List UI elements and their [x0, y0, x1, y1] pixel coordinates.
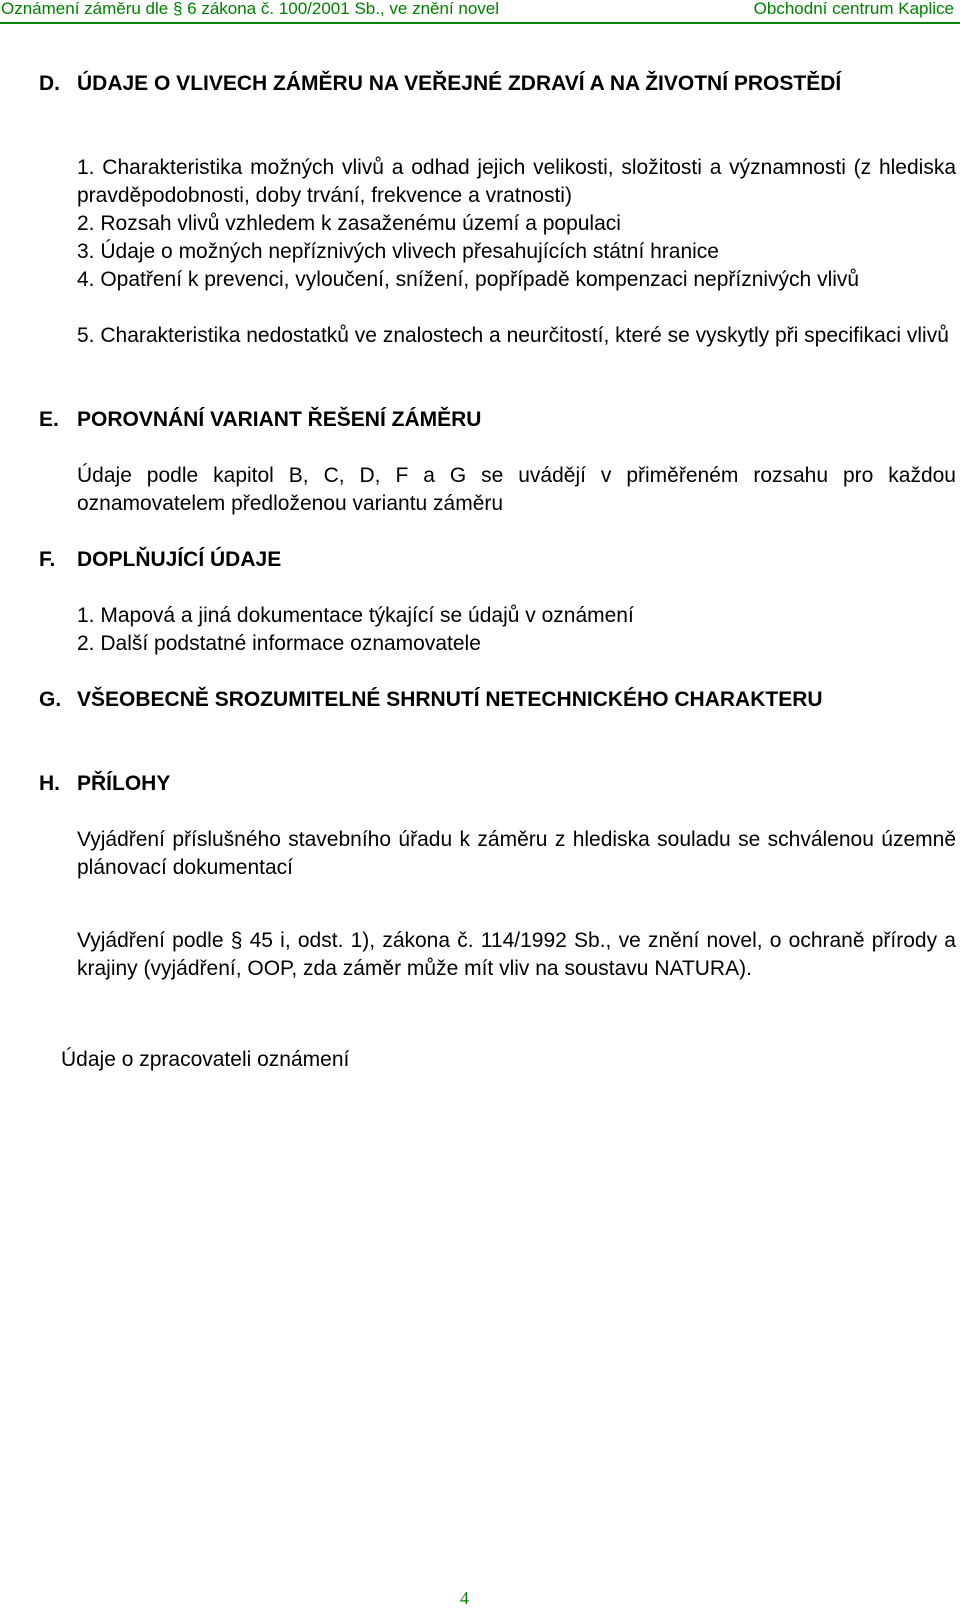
header-project-name: Obchodní centrum Kaplice: [753, 0, 954, 18]
section-d-item-3: 3. Údaje o možných nepříznivých vlivech přesahujících státní hranice: [77, 240, 719, 263]
section-d-item-4: 4. Opatření k prevenci, vyloučení, snížení, popřípadě kompenzaci nepříznivých vlivů: [77, 268, 860, 291]
section-f-letter: F.: [39, 548, 56, 571]
section-f-title: DOPLŇUJÍCÍ ÚDAJE: [77, 548, 282, 571]
section-h-letter: H.: [39, 772, 60, 795]
section-f-item-2: 2. Další podstatné informace oznamovatele: [77, 632, 481, 655]
section-h-paragraph-1: Vyjádření příslušného stavebního úřadu k záměru z hlediska souladu se schválenou územně plánovací dokumentací: [77, 828, 956, 879]
processor-info-heading: Údaje o zpracovateli oznámení: [61, 1048, 350, 1071]
section-d-title: ÚDAJE O VLIVECH ZÁMĚRU NA VEŘEJNÉ ZDRAVÍ A NA ŽIVOTNÍ PROSTĚDÍ: [77, 72, 842, 95]
header-document-title: Oznámení záměru dle § 6 zákona č. 100/2001 Sb., ve znění novel: [1, 0, 500, 18]
section-g-heading: [39, 686, 956, 742]
section-g-title: VŠEOBECNĚ SROZUMITELNÉ SHRNUTÍ NETECHNICKÉHO CHARAKTERU: [77, 688, 823, 711]
section-d-item-2: 2. Rozsah vlivů vzhledem k zasaženému území a populaci: [77, 212, 621, 235]
section-e-letter: E.: [39, 408, 59, 431]
section-h-title: PŘÍLOHY: [77, 772, 171, 795]
section-g-letter: G.: [39, 688, 62, 711]
section-e-title: POROVNÁNÍ VARIANT ŘEŠENÍ ZÁMĚRU: [77, 408, 482, 431]
page-number: 4: [460, 1588, 469, 1608]
section-e-text: Údaje podle kapitol B, C, D, F a G se uvádějí v přiměřeném rozsahu pro každou oznamovatelem předloženou variantu záměru: [77, 464, 956, 515]
section-h-paragraph-2: Vyjádření podle § 45 i, odst. 1), zákona č. 114/1992 Sb., ve znění novel, o ochraně přírody a krajiny (vyjádření, OOP, zda záměr může mít vliv na soustavu NATURA).: [77, 929, 956, 980]
section-d-letter: D.: [39, 72, 60, 95]
section-d-item-1: 1. Charakteristika možných vlivů a odhad jejich velikosti, složitosti a významnosti (z hlediska pravděpodobnosti, doby trvání, frekvence a vratnosti): [77, 156, 956, 207]
section-f-item-1: 1. Mapová a jiná dokumentace týkající se údajů v oznámení: [77, 604, 634, 627]
section-d-item-5: 5. Charakteristika nedostatků ve znalostech a neurčitostí, které se vyskytly při specifikaci vlivů: [77, 324, 949, 347]
section-d-heading: [39, 70, 956, 126]
